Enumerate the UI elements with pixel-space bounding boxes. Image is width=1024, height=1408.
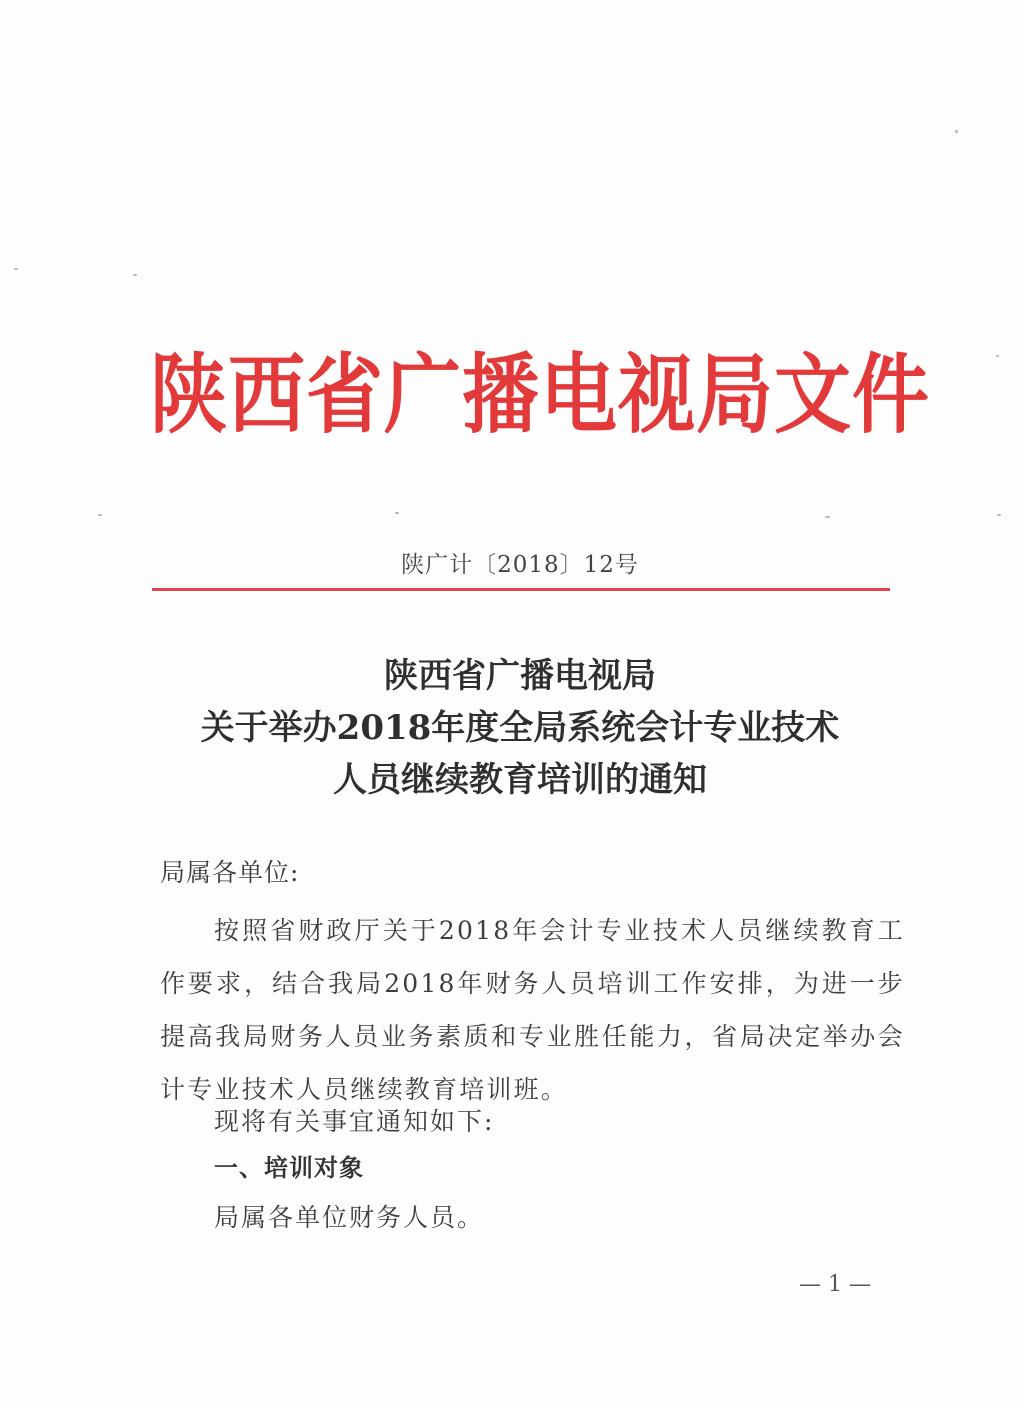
salutation: 局属各单位: [160, 858, 300, 887]
title-line-1: 陕西省广播电视局 [384, 656, 656, 696]
scan-speck [997, 514, 1001, 516]
title-line-2: 关于举办2018年度全局系统会计专业技术 [200, 708, 840, 748]
page-number: — 1 — [799, 1272, 871, 1297]
scan-speck [14, 268, 18, 270]
section-heading-1: 一、培训对象 [214, 1154, 364, 1182]
scan-speck [825, 516, 830, 518]
scan-speck [996, 355, 999, 357]
scan-speck [955, 130, 958, 133]
body-paragraph-1: 按照省财政厅关于2018年会计专业技术人员继续教育工作要求，结合我局2018年财务人员培训工作安排，为进一步提高我局财务人员业务素质和专业胜任能力，省局决定举办会计专业技术人员继续教育培训班。 [160, 916, 905, 1104]
notice-title [120, 650, 920, 806]
document-number: 陕广计〔2018〕12号 [401, 552, 639, 578]
red-divider-line [152, 588, 890, 591]
scan-speck [395, 512, 399, 514]
scan-speck [98, 514, 102, 516]
masthead-title: 陕西省广播电视局文件 [150, 346, 930, 446]
section-body-1: 局属各单位财务人员。 [214, 1203, 485, 1232]
scan-speck [133, 274, 137, 276]
title-line-3: 人员继续教育培训的通知 [333, 760, 707, 800]
body-paragraph-2: 现将有关事宜通知如下: [214, 1107, 495, 1136]
